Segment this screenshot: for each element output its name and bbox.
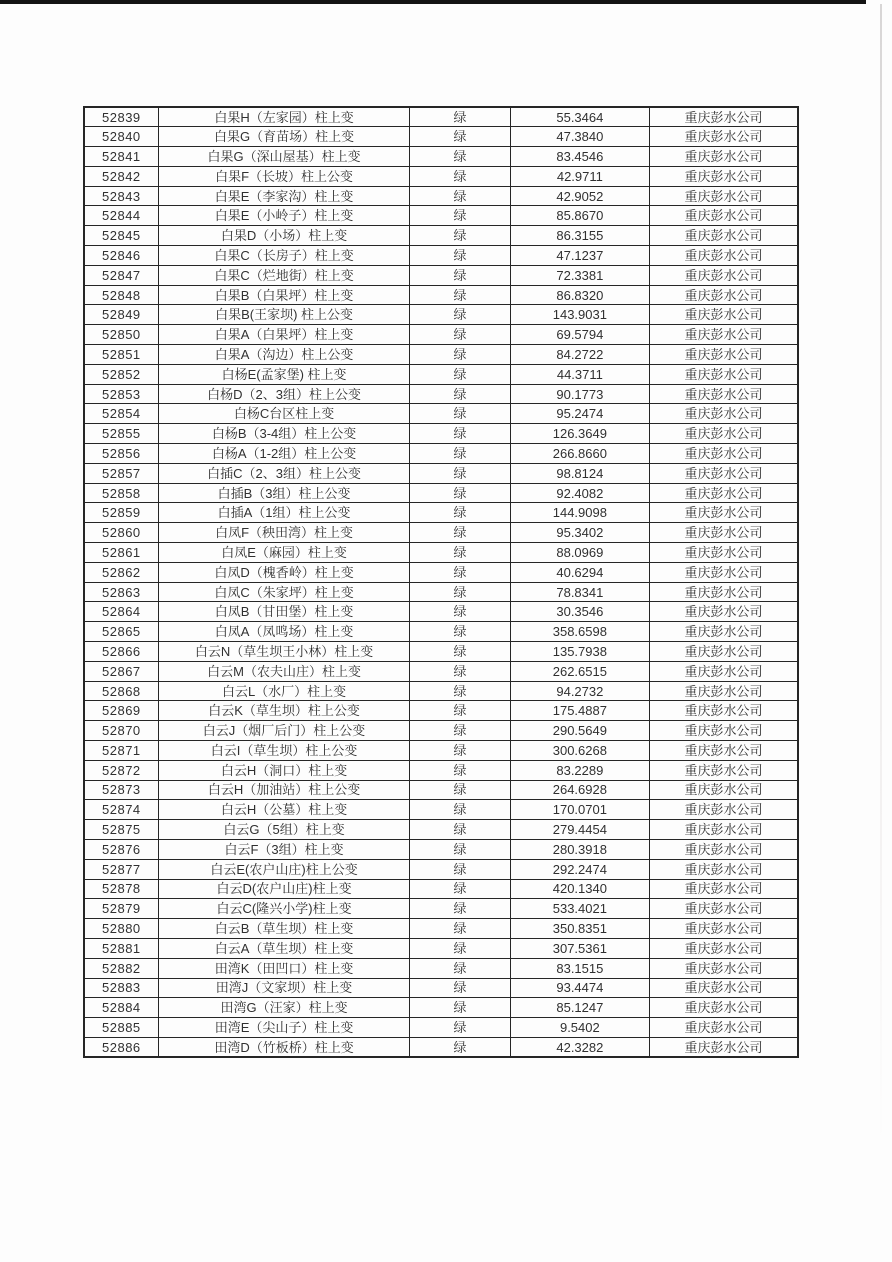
cell-status: 绿 [410, 206, 510, 226]
cell-id: 52845 [84, 226, 158, 246]
table-row [84, 305, 798, 325]
table-row [84, 364, 798, 384]
cell-name: 白果B（白果坪）柱上变 [158, 285, 410, 305]
cell-company: 重庆彭水公司 [650, 602, 798, 622]
cell-id: 52875 [84, 820, 158, 840]
cell-value: 358.6598 [510, 622, 649, 642]
cell-name: 田湾E（尖山子）柱上变 [158, 1018, 410, 1038]
table-row [84, 820, 798, 840]
cell-id: 52877 [84, 859, 158, 879]
cell-status: 绿 [410, 523, 510, 543]
cell-value: 279.4454 [510, 820, 649, 840]
cell-value: 42.9052 [510, 186, 649, 206]
cell-company: 重庆彭水公司 [650, 523, 798, 543]
cell-name: 田湾D（竹板桥）柱上变 [158, 1037, 410, 1057]
cell-id: 52839 [84, 107, 158, 127]
cell-company: 重庆彭水公司 [650, 820, 798, 840]
cell-id: 52873 [84, 780, 158, 800]
cell-company: 重庆彭水公司 [650, 265, 798, 285]
cell-status: 绿 [410, 839, 510, 859]
cell-company: 重庆彭水公司 [650, 463, 798, 483]
cell-status: 绿 [410, 741, 510, 761]
cell-value: 262.6515 [510, 661, 649, 681]
cell-company: 重庆彭水公司 [650, 899, 798, 919]
table-row [84, 780, 798, 800]
table-row [84, 602, 798, 622]
cell-name: 白杨A（1-2组）柱上公变 [158, 444, 410, 464]
cell-status: 绿 [410, 483, 510, 503]
cell-id: 52862 [84, 562, 158, 582]
cell-id: 52859 [84, 503, 158, 523]
cell-id: 52855 [84, 424, 158, 444]
cell-name: 白杨B（3-4组）柱上公变 [158, 424, 410, 444]
cell-value: 280.3918 [510, 839, 649, 859]
cell-value: 30.3546 [510, 602, 649, 622]
cell-status: 绿 [410, 463, 510, 483]
cell-company: 重庆彭水公司 [650, 760, 798, 780]
cell-company: 重庆彭水公司 [650, 721, 798, 741]
cell-value: 143.9031 [510, 305, 649, 325]
cell-value: 42.3282 [510, 1037, 649, 1057]
cell-status: 绿 [410, 1018, 510, 1038]
cell-id: 52841 [84, 147, 158, 167]
cell-value: 9.5402 [510, 1018, 649, 1038]
cell-id: 52863 [84, 582, 158, 602]
cell-value: 83.1515 [510, 958, 649, 978]
cell-id: 52848 [84, 285, 158, 305]
cell-value: 47.3840 [510, 127, 649, 147]
cell-value: 88.0969 [510, 543, 649, 563]
cell-status: 绿 [410, 820, 510, 840]
cell-status: 绿 [410, 325, 510, 345]
cell-status: 绿 [410, 345, 510, 365]
table-row [84, 701, 798, 721]
cell-name: 白凤F（秧田湾）柱上变 [158, 523, 410, 543]
cell-name: 白云N（草生坝王小林）柱上变 [158, 642, 410, 662]
cell-status: 绿 [410, 226, 510, 246]
cell-value: 350.8351 [510, 919, 649, 939]
cell-id: 52865 [84, 622, 158, 642]
cell-name: 白云E(农户山庄)柱上公变 [158, 859, 410, 879]
cell-name: 白云H（洞口）柱上变 [158, 760, 410, 780]
cell-company: 重庆彭水公司 [650, 622, 798, 642]
cell-value: 266.8660 [510, 444, 649, 464]
table-body [84, 107, 798, 1057]
cell-name: 白云I（草生坝）柱上公变 [158, 741, 410, 761]
cell-name: 白云K（草生坝）柱上公变 [158, 701, 410, 721]
cell-company: 重庆彭水公司 [650, 166, 798, 186]
cell-id: 52849 [84, 305, 158, 325]
cell-value: 72.3381 [510, 265, 649, 285]
cell-company: 重庆彭水公司 [650, 147, 798, 167]
table-row [84, 107, 798, 127]
cell-name: 田湾K（田凹口）柱上变 [158, 958, 410, 978]
cell-name: 白果A（沟边）柱上公变 [158, 345, 410, 365]
cell-status: 绿 [410, 998, 510, 1018]
cell-company: 重庆彭水公司 [650, 226, 798, 246]
table-row [84, 147, 798, 167]
table-row [84, 1018, 798, 1038]
cell-name: 白凤A（凤鸣场）柱上变 [158, 622, 410, 642]
cell-id: 52842 [84, 166, 158, 186]
table-row [84, 998, 798, 1018]
cell-company: 重庆彭水公司 [650, 404, 798, 424]
cell-name: 白果C（烂地街）柱上变 [158, 265, 410, 285]
cell-value: 264.6928 [510, 780, 649, 800]
table-row [84, 919, 798, 939]
cell-value: 86.3155 [510, 226, 649, 246]
cell-value: 292.2474 [510, 859, 649, 879]
cell-id: 52852 [84, 364, 158, 384]
cell-id: 52857 [84, 463, 158, 483]
cell-name: 白云A（草生坝）柱上变 [158, 938, 410, 958]
cell-company: 重庆彭水公司 [650, 919, 798, 939]
table-row [84, 582, 798, 602]
table-row [84, 721, 798, 741]
table-row [84, 661, 798, 681]
cell-id: 52885 [84, 1018, 158, 1038]
table-row [84, 642, 798, 662]
cell-id: 52886 [84, 1037, 158, 1057]
table-row [84, 622, 798, 642]
cell-company: 重庆彭水公司 [650, 186, 798, 206]
cell-company: 重庆彭水公司 [650, 543, 798, 563]
cell-name: 白云C(隆兴小学)柱上变 [158, 899, 410, 919]
cell-name: 白果D（小场）柱上变 [158, 226, 410, 246]
cell-company: 重庆彭水公司 [650, 107, 798, 127]
cell-id: 52882 [84, 958, 158, 978]
cell-value: 126.3649 [510, 424, 649, 444]
cell-status: 绿 [410, 681, 510, 701]
cell-name: 白云G（5组）柱上变 [158, 820, 410, 840]
cell-company: 重庆彭水公司 [650, 345, 798, 365]
cell-status: 绿 [410, 127, 510, 147]
cell-id: 52861 [84, 543, 158, 563]
table-row [84, 186, 798, 206]
cell-company: 重庆彭水公司 [650, 246, 798, 266]
cell-name: 田湾J（文家坝）柱上变 [158, 978, 410, 998]
cell-company: 重庆彭水公司 [650, 661, 798, 681]
cell-company: 重庆彭水公司 [650, 562, 798, 582]
cell-company: 重庆彭水公司 [650, 800, 798, 820]
table-row [84, 938, 798, 958]
cell-status: 绿 [410, 938, 510, 958]
table-row [84, 839, 798, 859]
cell-id: 52884 [84, 998, 158, 1018]
cell-name: 田湾G（汪家）柱上变 [158, 998, 410, 1018]
table-row [84, 166, 798, 186]
table-row [84, 444, 798, 464]
table-row [84, 800, 798, 820]
cell-status: 绿 [410, 265, 510, 285]
cell-company: 重庆彭水公司 [650, 483, 798, 503]
cell-id: 52879 [84, 899, 158, 919]
cell-company: 重庆彭水公司 [650, 444, 798, 464]
cell-status: 绿 [410, 562, 510, 582]
cell-value: 42.9711 [510, 166, 649, 186]
cell-status: 绿 [410, 958, 510, 978]
table-row [84, 562, 798, 582]
cell-value: 78.8341 [510, 582, 649, 602]
cell-id: 52872 [84, 760, 158, 780]
cell-name: 白杨E(孟家堡) 柱上变 [158, 364, 410, 384]
cell-id: 52860 [84, 523, 158, 543]
cell-id: 52850 [84, 325, 158, 345]
cell-status: 绿 [410, 879, 510, 899]
table-row [84, 325, 798, 345]
cell-value: 144.9098 [510, 503, 649, 523]
table-row [84, 1037, 798, 1057]
cell-value: 92.4082 [510, 483, 649, 503]
cell-status: 绿 [410, 384, 510, 404]
table-row [84, 543, 798, 563]
table-row [84, 523, 798, 543]
cell-status: 绿 [410, 701, 510, 721]
cell-id: 52853 [84, 384, 158, 404]
cell-company: 重庆彭水公司 [650, 701, 798, 721]
cell-name: 白果G（育苗场）柱上变 [158, 127, 410, 147]
cell-id: 52878 [84, 879, 158, 899]
cell-id: 52874 [84, 800, 158, 820]
cell-company: 重庆彭水公司 [650, 859, 798, 879]
cell-company: 重庆彭水公司 [650, 642, 798, 662]
cell-status: 绿 [410, 602, 510, 622]
cell-name: 白云H（加油站）柱上公变 [158, 780, 410, 800]
cell-id: 52881 [84, 938, 158, 958]
cell-value: 86.8320 [510, 285, 649, 305]
cell-value: 135.7938 [510, 642, 649, 662]
cell-id: 52847 [84, 265, 158, 285]
cell-name: 白插B（3组）柱上公变 [158, 483, 410, 503]
cell-company: 重庆彭水公司 [650, 127, 798, 147]
cell-value: 94.2732 [510, 681, 649, 701]
cell-name: 白凤C（朱家坪）柱上变 [158, 582, 410, 602]
cell-name: 白凤E（麻园）柱上变 [158, 543, 410, 563]
cell-status: 绿 [410, 721, 510, 741]
table-row [84, 741, 798, 761]
cell-company: 重庆彭水公司 [650, 741, 798, 761]
cell-status: 绿 [410, 919, 510, 939]
cell-id: 52880 [84, 919, 158, 939]
cell-status: 绿 [410, 622, 510, 642]
table-row [84, 503, 798, 523]
cell-company: 重庆彭水公司 [650, 424, 798, 444]
cell-id: 52864 [84, 602, 158, 622]
table-row [84, 226, 798, 246]
cell-id: 52883 [84, 978, 158, 998]
cell-status: 绿 [410, 760, 510, 780]
cell-company: 重庆彭水公司 [650, 384, 798, 404]
table-row [84, 424, 798, 444]
cell-value: 83.4546 [510, 147, 649, 167]
cell-status: 绿 [410, 661, 510, 681]
cell-status: 绿 [410, 364, 510, 384]
cell-name: 白云M（农夫山庄）柱上变 [158, 661, 410, 681]
cell-name: 白凤B（甘田堡）柱上变 [158, 602, 410, 622]
cell-name: 白云J（烟厂后门）柱上公变 [158, 721, 410, 741]
cell-company: 重庆彭水公司 [650, 681, 798, 701]
cell-name: 白果F（长坡）柱上公变 [158, 166, 410, 186]
table-row [84, 127, 798, 147]
cell-company: 重庆彭水公司 [650, 364, 798, 384]
cell-id: 52843 [84, 186, 158, 206]
cell-name: 白果A（白果坪）柱上变 [158, 325, 410, 345]
cell-value: 90.1773 [510, 384, 649, 404]
cell-id: 52854 [84, 404, 158, 424]
cell-company: 重庆彭水公司 [650, 582, 798, 602]
cell-value: 290.5649 [510, 721, 649, 741]
cell-status: 绿 [410, 444, 510, 464]
cell-status: 绿 [410, 859, 510, 879]
cell-status: 绿 [410, 404, 510, 424]
cell-id: 52858 [84, 483, 158, 503]
cell-company: 重庆彭水公司 [650, 1018, 798, 1038]
cell-value: 98.8124 [510, 463, 649, 483]
cell-value: 170.0701 [510, 800, 649, 820]
table-row [84, 345, 798, 365]
cell-status: 绿 [410, 186, 510, 206]
cell-status: 绿 [410, 147, 510, 167]
cell-value: 93.4474 [510, 978, 649, 998]
cell-id: 52867 [84, 661, 158, 681]
cell-status: 绿 [410, 1037, 510, 1057]
cell-value: 85.8670 [510, 206, 649, 226]
cell-id: 52866 [84, 642, 158, 662]
cell-company: 重庆彭水公司 [650, 879, 798, 899]
cell-status: 绿 [410, 780, 510, 800]
cell-name: 白杨C台区柱上变 [158, 404, 410, 424]
cell-value: 95.2474 [510, 404, 649, 424]
cell-company: 重庆彭水公司 [650, 305, 798, 325]
data-table [83, 106, 799, 1058]
cell-value: 69.5794 [510, 325, 649, 345]
cell-id: 52846 [84, 246, 158, 266]
data-table-container [83, 106, 799, 1058]
table-row [84, 463, 798, 483]
cell-status: 绿 [410, 107, 510, 127]
cell-value: 95.3402 [510, 523, 649, 543]
table-row [84, 899, 798, 919]
cell-company: 重庆彭水公司 [650, 978, 798, 998]
table-row [84, 265, 798, 285]
cell-status: 绿 [410, 166, 510, 186]
cell-value: 83.2289 [510, 760, 649, 780]
table-row [84, 246, 798, 266]
cell-name: 白果C（长房子）柱上变 [158, 246, 410, 266]
cell-status: 绿 [410, 246, 510, 266]
cell-name: 白云D(农户山庄)柱上变 [158, 879, 410, 899]
cell-status: 绿 [410, 582, 510, 602]
cell-name: 白云L（水厂）柱上变 [158, 681, 410, 701]
cell-value: 85.1247 [510, 998, 649, 1018]
table-row [84, 285, 798, 305]
cell-value: 47.1237 [510, 246, 649, 266]
cell-status: 绿 [410, 978, 510, 998]
cell-name: 白果E（李家沟）柱上变 [158, 186, 410, 206]
cell-id: 52876 [84, 839, 158, 859]
cell-company: 重庆彭水公司 [650, 958, 798, 978]
cell-status: 绿 [410, 642, 510, 662]
cell-id: 52870 [84, 721, 158, 741]
cell-value: 300.6268 [510, 741, 649, 761]
cell-company: 重庆彭水公司 [650, 839, 798, 859]
cell-status: 绿 [410, 543, 510, 563]
cell-value: 84.2722 [510, 345, 649, 365]
cell-company: 重庆彭水公司 [650, 998, 798, 1018]
cell-name: 白果E（小岭子）柱上变 [158, 206, 410, 226]
scan-top-edge [0, 0, 866, 4]
cell-status: 绿 [410, 800, 510, 820]
cell-company: 重庆彭水公司 [650, 206, 798, 226]
cell-status: 绿 [410, 424, 510, 444]
cell-value: 40.6294 [510, 562, 649, 582]
table-row [84, 404, 798, 424]
table-row [84, 483, 798, 503]
cell-value: 420.1340 [510, 879, 649, 899]
cell-status: 绿 [410, 305, 510, 325]
cell-company: 重庆彭水公司 [650, 938, 798, 958]
table-row [84, 206, 798, 226]
cell-id: 52844 [84, 206, 158, 226]
cell-company: 重庆彭水公司 [650, 1037, 798, 1057]
cell-company: 重庆彭水公司 [650, 325, 798, 345]
table-row [84, 681, 798, 701]
cell-name: 白云F（3组）柱上变 [158, 839, 410, 859]
cell-id: 52856 [84, 444, 158, 464]
cell-id: 52868 [84, 681, 158, 701]
cell-value: 44.3711 [510, 364, 649, 384]
cell-name: 白云H（公墓）柱上变 [158, 800, 410, 820]
cell-company: 重庆彭水公司 [650, 780, 798, 800]
cell-id: 52871 [84, 741, 158, 761]
cell-status: 绿 [410, 899, 510, 919]
cell-status: 绿 [410, 503, 510, 523]
table-row [84, 958, 798, 978]
cell-value: 307.5361 [510, 938, 649, 958]
table-row [84, 879, 798, 899]
cell-value: 533.4021 [510, 899, 649, 919]
cell-name: 白果H（左家园）柱上变 [158, 107, 410, 127]
table-row [84, 384, 798, 404]
cell-name: 白杨D（2、3组）柱上公变 [158, 384, 410, 404]
cell-name: 白插A（1组）柱上公变 [158, 503, 410, 523]
cell-company: 重庆彭水公司 [650, 503, 798, 523]
cell-name: 白果B(王家坝) 柱上公变 [158, 305, 410, 325]
cell-id: 52869 [84, 701, 158, 721]
cell-name: 白凤D（槐香岭）柱上变 [158, 562, 410, 582]
cell-id: 52840 [84, 127, 158, 147]
table-row [84, 978, 798, 998]
cell-name: 白果G（深山屋基）柱上变 [158, 147, 410, 167]
cell-value: 175.4887 [510, 701, 649, 721]
cell-id: 52851 [84, 345, 158, 365]
table-row [84, 760, 798, 780]
cell-value: 55.3464 [510, 107, 649, 127]
cell-name: 白云B（草生坝）柱上变 [158, 919, 410, 939]
scan-right-page-edge [880, 4, 882, 1144]
cell-status: 绿 [410, 285, 510, 305]
table-row [84, 859, 798, 879]
cell-name: 白插C（2、3组）柱上公变 [158, 463, 410, 483]
cell-company: 重庆彭水公司 [650, 285, 798, 305]
